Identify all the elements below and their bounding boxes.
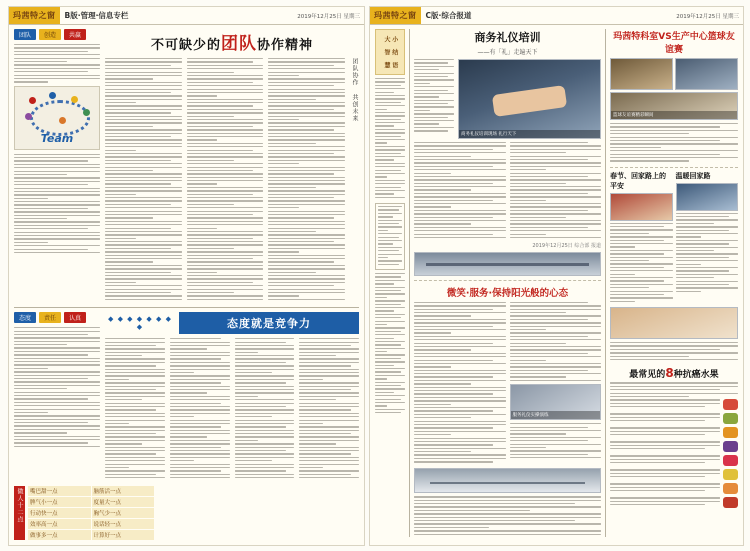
lead-col-3: [510, 142, 602, 240]
fruit-text: [610, 441, 720, 451]
second-photo-2: [414, 468, 601, 494]
fruit-row: [610, 469, 738, 480]
masthead-date: 2019年12月25日 星期三: [297, 13, 360, 20]
fruit-title-pre: 最常见的: [629, 370, 666, 381]
vertical-note-b: 团队协作 共创未来: [351, 58, 359, 122]
footer-item: 计算好一点: [92, 530, 155, 540]
footer-item: 行动快一点: [28, 508, 91, 518]
fruit-title: [610, 366, 738, 380]
tag-1: 创造: [39, 29, 61, 40]
fruit-row: [610, 483, 738, 494]
second-col-2b: [510, 423, 602, 458]
fruit-row: [610, 413, 738, 424]
right-body-4: [610, 342, 738, 362]
lead-photo-caption: 商务礼仪培训现场 礼行天下: [459, 130, 600, 138]
team-dot: [49, 92, 56, 99]
team-dot: [71, 96, 78, 103]
column-rule: [409, 29, 410, 537]
right-body-3: [676, 213, 739, 292]
divider-dashed-2: [610, 167, 738, 168]
sidebar-label-c: [375, 29, 405, 75]
fruit-icon-6: [723, 469, 738, 480]
diamond-ornament: ◆ ◆ ◆ ◆ ◆ ◆ ◆ ◆: [107, 315, 173, 332]
fruit-title-post: 种抗癌水果: [673, 370, 719, 381]
right-body-1: [610, 123, 738, 164]
fruit-icon-5: [723, 455, 738, 466]
lead-col-1: [414, 59, 454, 139]
masthead-section: B版·管理·信息专栏: [64, 11, 129, 20]
divider-dashed: [414, 280, 601, 281]
right-photo-4: [610, 193, 673, 221]
footer-item: 说话轻一点: [92, 519, 155, 529]
fruit-text: [610, 497, 720, 507]
fruit-list: [610, 399, 738, 508]
fruit-row: [610, 427, 738, 438]
fruit-icon-8: [723, 497, 738, 508]
team-dot: [83, 109, 90, 116]
article-body-b-bottom-left: [14, 327, 100, 447]
article-body-b-left: [14, 44, 100, 83]
article-col-3: [268, 58, 345, 302]
article-body-b-left2: [14, 154, 100, 254]
lead-byline: 2019年12月25日 综合部 报道: [532, 243, 601, 250]
headline-post: 协作精神: [257, 38, 314, 53]
second-col-2: [510, 302, 602, 381]
fruit-icon-7: [723, 483, 738, 494]
fruit-row: [610, 497, 738, 508]
sidebar-body-3: [375, 273, 405, 415]
sidebar-body-1: [375, 78, 405, 200]
lead-photo: [458, 59, 601, 139]
lead-photo-2: [414, 252, 601, 276]
right-body-2: [610, 223, 673, 302]
fruit-icon-1: [723, 399, 738, 410]
team-graphic: [14, 86, 100, 150]
headline-pre: 不可缺少的: [150, 38, 221, 53]
masthead-logo: 玛茜特之窗: [9, 7, 60, 24]
footer-item: 度量大一点: [92, 497, 155, 507]
right-photo-caption: 篮球友谊赛精彩瞬间: [611, 111, 737, 119]
masthead-section: C版·综合报道: [425, 11, 472, 20]
masthead-date: 2019年12月25日 星期三: [676, 13, 739, 20]
headline-highlight: 团队: [221, 34, 257, 54]
bottom-col-4: [299, 338, 359, 480]
footer-box-b: [14, 486, 154, 540]
tag-b-0: 态度: [14, 312, 36, 323]
article-col-2: [187, 58, 264, 302]
fruit-text: [610, 399, 720, 409]
bottom-col-1: [105, 338, 165, 480]
fruit-row: [610, 455, 738, 466]
masthead-b: [9, 7, 364, 25]
team-word: Team: [40, 131, 74, 145]
second-photo-caption: 服务礼仪实操演练: [511, 411, 601, 419]
fruit-icon-3: [723, 427, 738, 438]
page-title-b: [105, 29, 359, 54]
tag-0: 团队: [14, 29, 36, 40]
footer-list: [28, 486, 154, 540]
fruit-text: [610, 483, 720, 493]
footer-item: 脾气小一点: [28, 497, 91, 507]
fruit-text: [610, 455, 720, 465]
fruit-intro: [610, 382, 738, 397]
masthead-logo: 玛茜特之窗: [370, 7, 421, 24]
page-b: [8, 6, 365, 546]
second-photo: [510, 384, 602, 420]
fruit-text: [610, 413, 720, 423]
team-dot: [29, 97, 36, 104]
second-col-1: [414, 302, 506, 465]
sidebar-box-2: [375, 203, 405, 270]
lead-col-2: [414, 142, 506, 240]
article-col-1: [105, 58, 182, 302]
footer-item: 效率高一点: [28, 519, 91, 529]
footer-badge: 做人十二点: [14, 486, 25, 540]
fruit-icon-2: [723, 413, 738, 424]
fruit-row: [610, 441, 738, 452]
fruit-icon-4: [723, 441, 738, 452]
team-dot: [59, 117, 66, 124]
right-photo-5: [676, 183, 739, 211]
column-rule-2: [605, 29, 606, 537]
second-col-3: [414, 496, 601, 537]
fruit-title-number: 8: [665, 366, 674, 381]
fruit-text: [610, 469, 720, 479]
tag-2: 共赢: [64, 29, 86, 40]
fruit-feature: [610, 366, 738, 511]
team-dot: [25, 113, 32, 120]
right-title: 玛茜特科室VS生产中心篮球友谊赛: [613, 32, 735, 55]
right-photo-2: [675, 58, 738, 90]
footer-item: 嘴巴甜一点: [28, 486, 91, 496]
bottom-headline: 态度就是竞争力: [179, 312, 359, 334]
bottom-col-2: [170, 338, 230, 480]
footer-item: 做事多一点: [28, 530, 91, 540]
right-photo-1: [610, 58, 673, 90]
tag-row-top: [14, 29, 100, 40]
right-sub-2: 温暖回家路: [675, 171, 711, 180]
footer-item: 脑筋活一点: [92, 486, 155, 496]
sidebar-body-2: [378, 206, 402, 265]
footer-item: 胸气少一点: [92, 508, 155, 518]
fruit-text: [610, 427, 720, 437]
right-photo-6: [610, 307, 738, 339]
right-photo-3: [610, 92, 738, 120]
second-title: 微笑·服务·保持阳光般的心态: [446, 287, 569, 299]
lead-subtitle: ——有「礼」走遍天下: [477, 49, 538, 56]
lead-title: 商务礼仪培训: [474, 31, 541, 44]
fruit-row: [610, 399, 738, 410]
right-sub-1: 春节、回家路上的平安: [610, 171, 666, 190]
tag-row-bottom: [14, 312, 100, 323]
tag-b-2: 认真: [64, 312, 86, 323]
sidebar-label-text: 小 结 语 大 智 慧: [383, 36, 398, 68]
tag-b-1: 责任: [39, 312, 61, 323]
page-c: [369, 6, 744, 546]
bottom-col-3: [235, 338, 295, 480]
masthead-c: [370, 7, 743, 25]
